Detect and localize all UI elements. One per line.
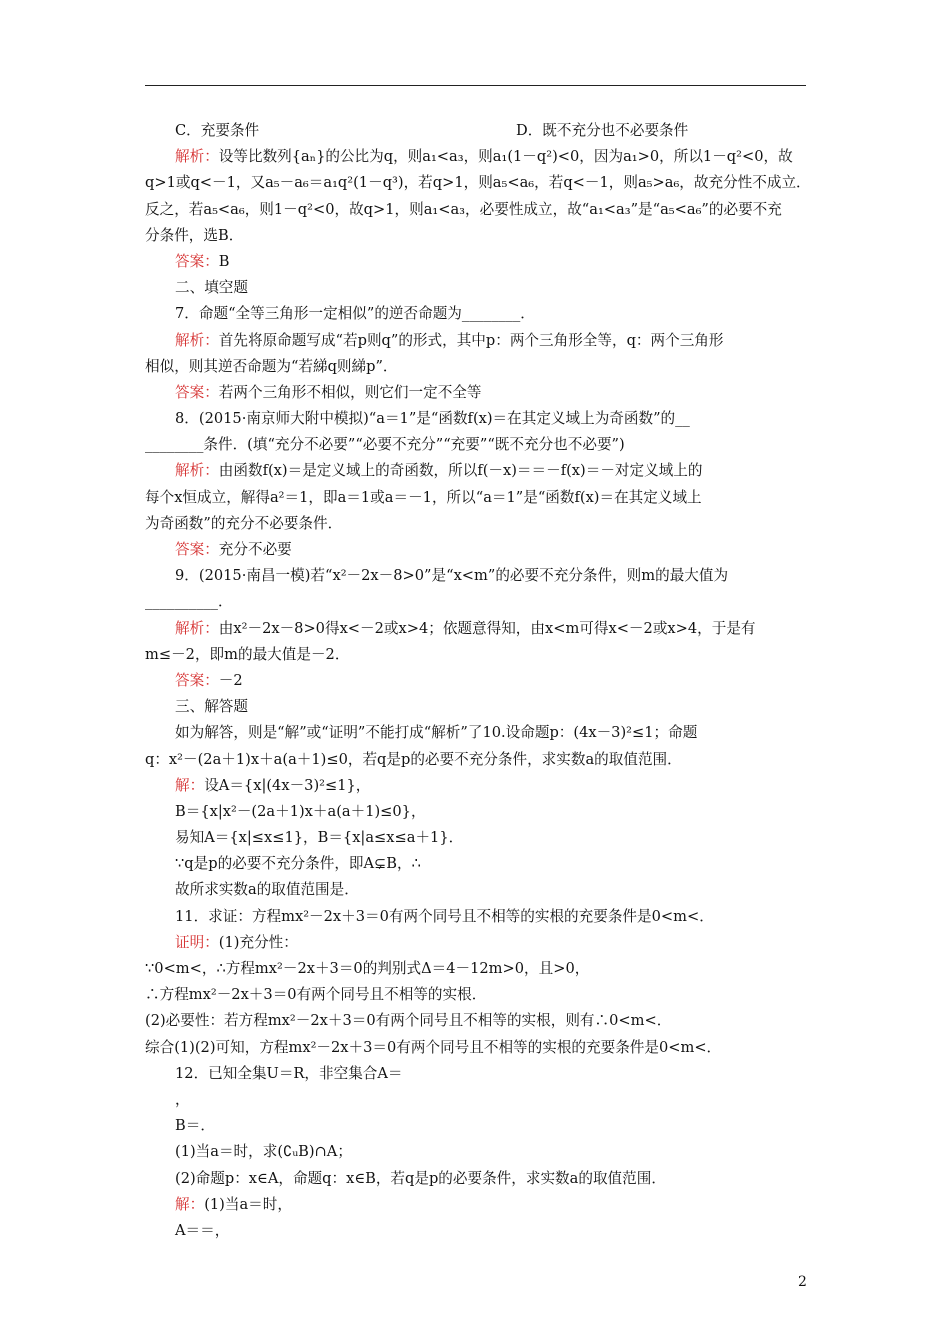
line-text: －2 [218,671,243,689]
line-text: 7．命题“全等三角形一定相似”的逆否命题为________． [175,305,535,323]
answer-label: 答案： [175,383,219,401]
text-line [145,616,810,642]
text-line [145,197,810,223]
line-text: B＝． [175,1117,215,1135]
text-line [145,930,810,956]
text-line [145,773,810,799]
text-lines [145,144,810,1244]
text-line [145,406,810,432]
text-line [145,904,810,930]
line-text: 9．(2015·南昌一模)若“x²－2x－8>0”是“x<m”的必要不充分条件，则m的最大值为 [175,567,729,585]
line-text: 每个x恒成立，解得a²＝1，即a＝1或a＝－1，所以“a＝1”是“函数f(x)＝在其定义域上 [145,488,702,506]
text-line [145,223,810,249]
option-d: D．既不充分也不必要条件 [516,122,689,139]
line-text: (1)当a＝时， [204,1195,292,1213]
line-text: (1)充分性： [218,933,298,951]
text-line [145,851,810,877]
text-line [145,354,810,380]
text-line [145,380,810,406]
line-text: 8．(2015·南京师大附中模拟)“a＝1”是“函数f(x)＝在其定义域上为奇函数”的__ [175,410,690,428]
line-text: B＝{x|x²－(2a＋1)x＋a(a＋1)≤0}， [175,802,426,820]
line-text: m≤－2，即m的最大值是－2． [145,645,350,663]
text-line [145,1139,810,1165]
line-text: 如为解答，则是“解”或“证明”不能打成“解析”了10.设命题p：(4x－3)²≤1；命题 [175,724,698,742]
text-line [145,275,810,301]
line-text: ∵0<m<，∴方程mx²－2x＋3＝0的判别式Δ＝4－12m>0，且>0， [145,960,590,977]
text-line [145,982,810,1008]
text-line [145,668,810,694]
text-line [145,485,810,511]
document-body [145,118,810,1244]
answer-options [145,118,810,144]
line-text: (1)当a＝时，求(∁ᵤB)∩A； [175,1143,352,1161]
text-line [145,563,810,589]
text-line [145,511,810,537]
line-text: __________． [145,593,233,611]
line-text: 首先将原命题写成“若p则q”的形式，其中p：两个三角形全等，q：两个三角形 [218,331,724,349]
text-line [145,1166,810,1192]
line-text: ∵q是p的必要不充分条件，即A⊊B，∴ [175,855,421,873]
line-text: 12．已知全集U＝R，非空集合A＝ [175,1064,403,1082]
answer-label: 解析： [175,619,219,637]
text-line [145,956,810,982]
line-text: (2)必要性：若方程mx²－2x＋3＝0有两个同号且不相等的实根，则有∴0<m<． [145,1012,672,1030]
answer-label: 解： [175,1195,205,1213]
text-line [145,1087,810,1113]
line-text: 故所求实数a的取值范围是． [175,881,359,899]
line-text: 反之，若a₅<a₆，则1－q²<0，故q>1，则a₁<a₃，必要性成立，故“a₁<a₃”是“a₅<a₆”的必要不充 [145,200,782,218]
answer-label: 解析： [175,148,219,166]
answer-label: 解： [175,776,205,794]
text-line [145,694,810,720]
text-line [145,1192,810,1218]
text-line [145,432,810,458]
line-text: B [218,252,230,270]
text-line [145,1035,810,1061]
line-text: ∴方程mx²－2x＋3＝0有两个同号且不相等的实根． [145,986,487,1004]
header-rule [145,85,806,86]
line-text: 由x²－2x－8>0得x<－2或x>4；依题意得知，由x<m可得x<－2或x>4，于是有 [218,619,756,637]
text-line [145,589,810,615]
text-line [145,825,810,851]
answer-label: 答案： [175,671,219,689]
text-line [145,1218,810,1244]
text-line [145,170,810,196]
line-text: ________条件．(填“充分不必要”“必要不充分”“充要”“既不充分也不必要”) [145,436,625,454]
option-c: C．充要条件 [175,122,260,139]
line-text: q：x²－(2a＋1)x＋a(a＋1)≤0，若q是p的必要不充分条件，求实数a的取值范围． [145,750,682,768]
text-line [145,537,810,563]
line-text: 相似，则其逆否命题为“若綈q则綈p”． [145,357,398,375]
text-line [145,328,810,354]
text-line [145,1113,810,1139]
text-line [145,301,810,327]
line-text: (2)命题p：x∈A，命题q：x∈B，若q是p的必要条件，求实数a的取值范围． [175,1169,666,1187]
text-line [145,144,810,170]
answer-label: 答案： [175,541,219,558]
text-line [145,642,810,668]
page-number: 2 [798,1274,807,1290]
line-text: 由函数f(x)＝是定义域上的奇函数，所以f(－x)＝＝－f(x)＝－对定义域上的 [218,462,703,480]
text-line [145,877,810,903]
line-text: q>1或q<－1，又a₅－a₆＝a₁q²(1－q³)，若q>1，则a₅<a₆，若q<－1，则a₅>a₆，故充分性不成立． [145,174,811,192]
line-text: 易知A＝{x|≤x≤1}，B＝{x|a≤x≤a＋1}． [175,829,464,847]
answer-label: 答案： [175,252,219,270]
line-text: 综合(1)(2)可知，方程mx²－2x＋3＝0有两个同号且不相等的实根的充要条件是0<m<． [145,1038,722,1056]
line-text: 11．求证：方程mx²－2x＋3＝0有两个同号且不相等的实根的充要条件是0<m<． [175,907,714,925]
text-line [145,720,810,746]
text-line [145,1061,810,1087]
answer-label: 解析： [175,331,219,349]
text-line [145,747,810,773]
line-text: 设等比数列{aₙ}的公比为q，则a₁<a₃，则a₁(1－q²)<0，因为a₁>0，所以1－q²<0，故 [218,148,793,166]
line-text: A＝＝， [175,1221,230,1239]
text-line [145,1008,810,1034]
line-text: 为奇函数”的充分不必要条件． [145,514,343,532]
line-text: 三、解答题 [175,698,248,716]
answer-label: 证明： [175,933,219,951]
text-line [145,458,810,484]
line-text: 充分不必要 [218,541,292,558]
text-line [145,799,810,825]
answer-label: 解析： [175,462,219,480]
line-text: 分条件，选B． [145,226,244,244]
line-text: 若两个三角形不相似，则它们一定不全等 [218,383,482,401]
line-text: 二、填空题 [175,279,248,297]
line-text: ， [175,1090,190,1108]
line-text: 设A＝{x|(4x－3)²≤1}， [204,776,371,794]
text-line [145,249,810,275]
